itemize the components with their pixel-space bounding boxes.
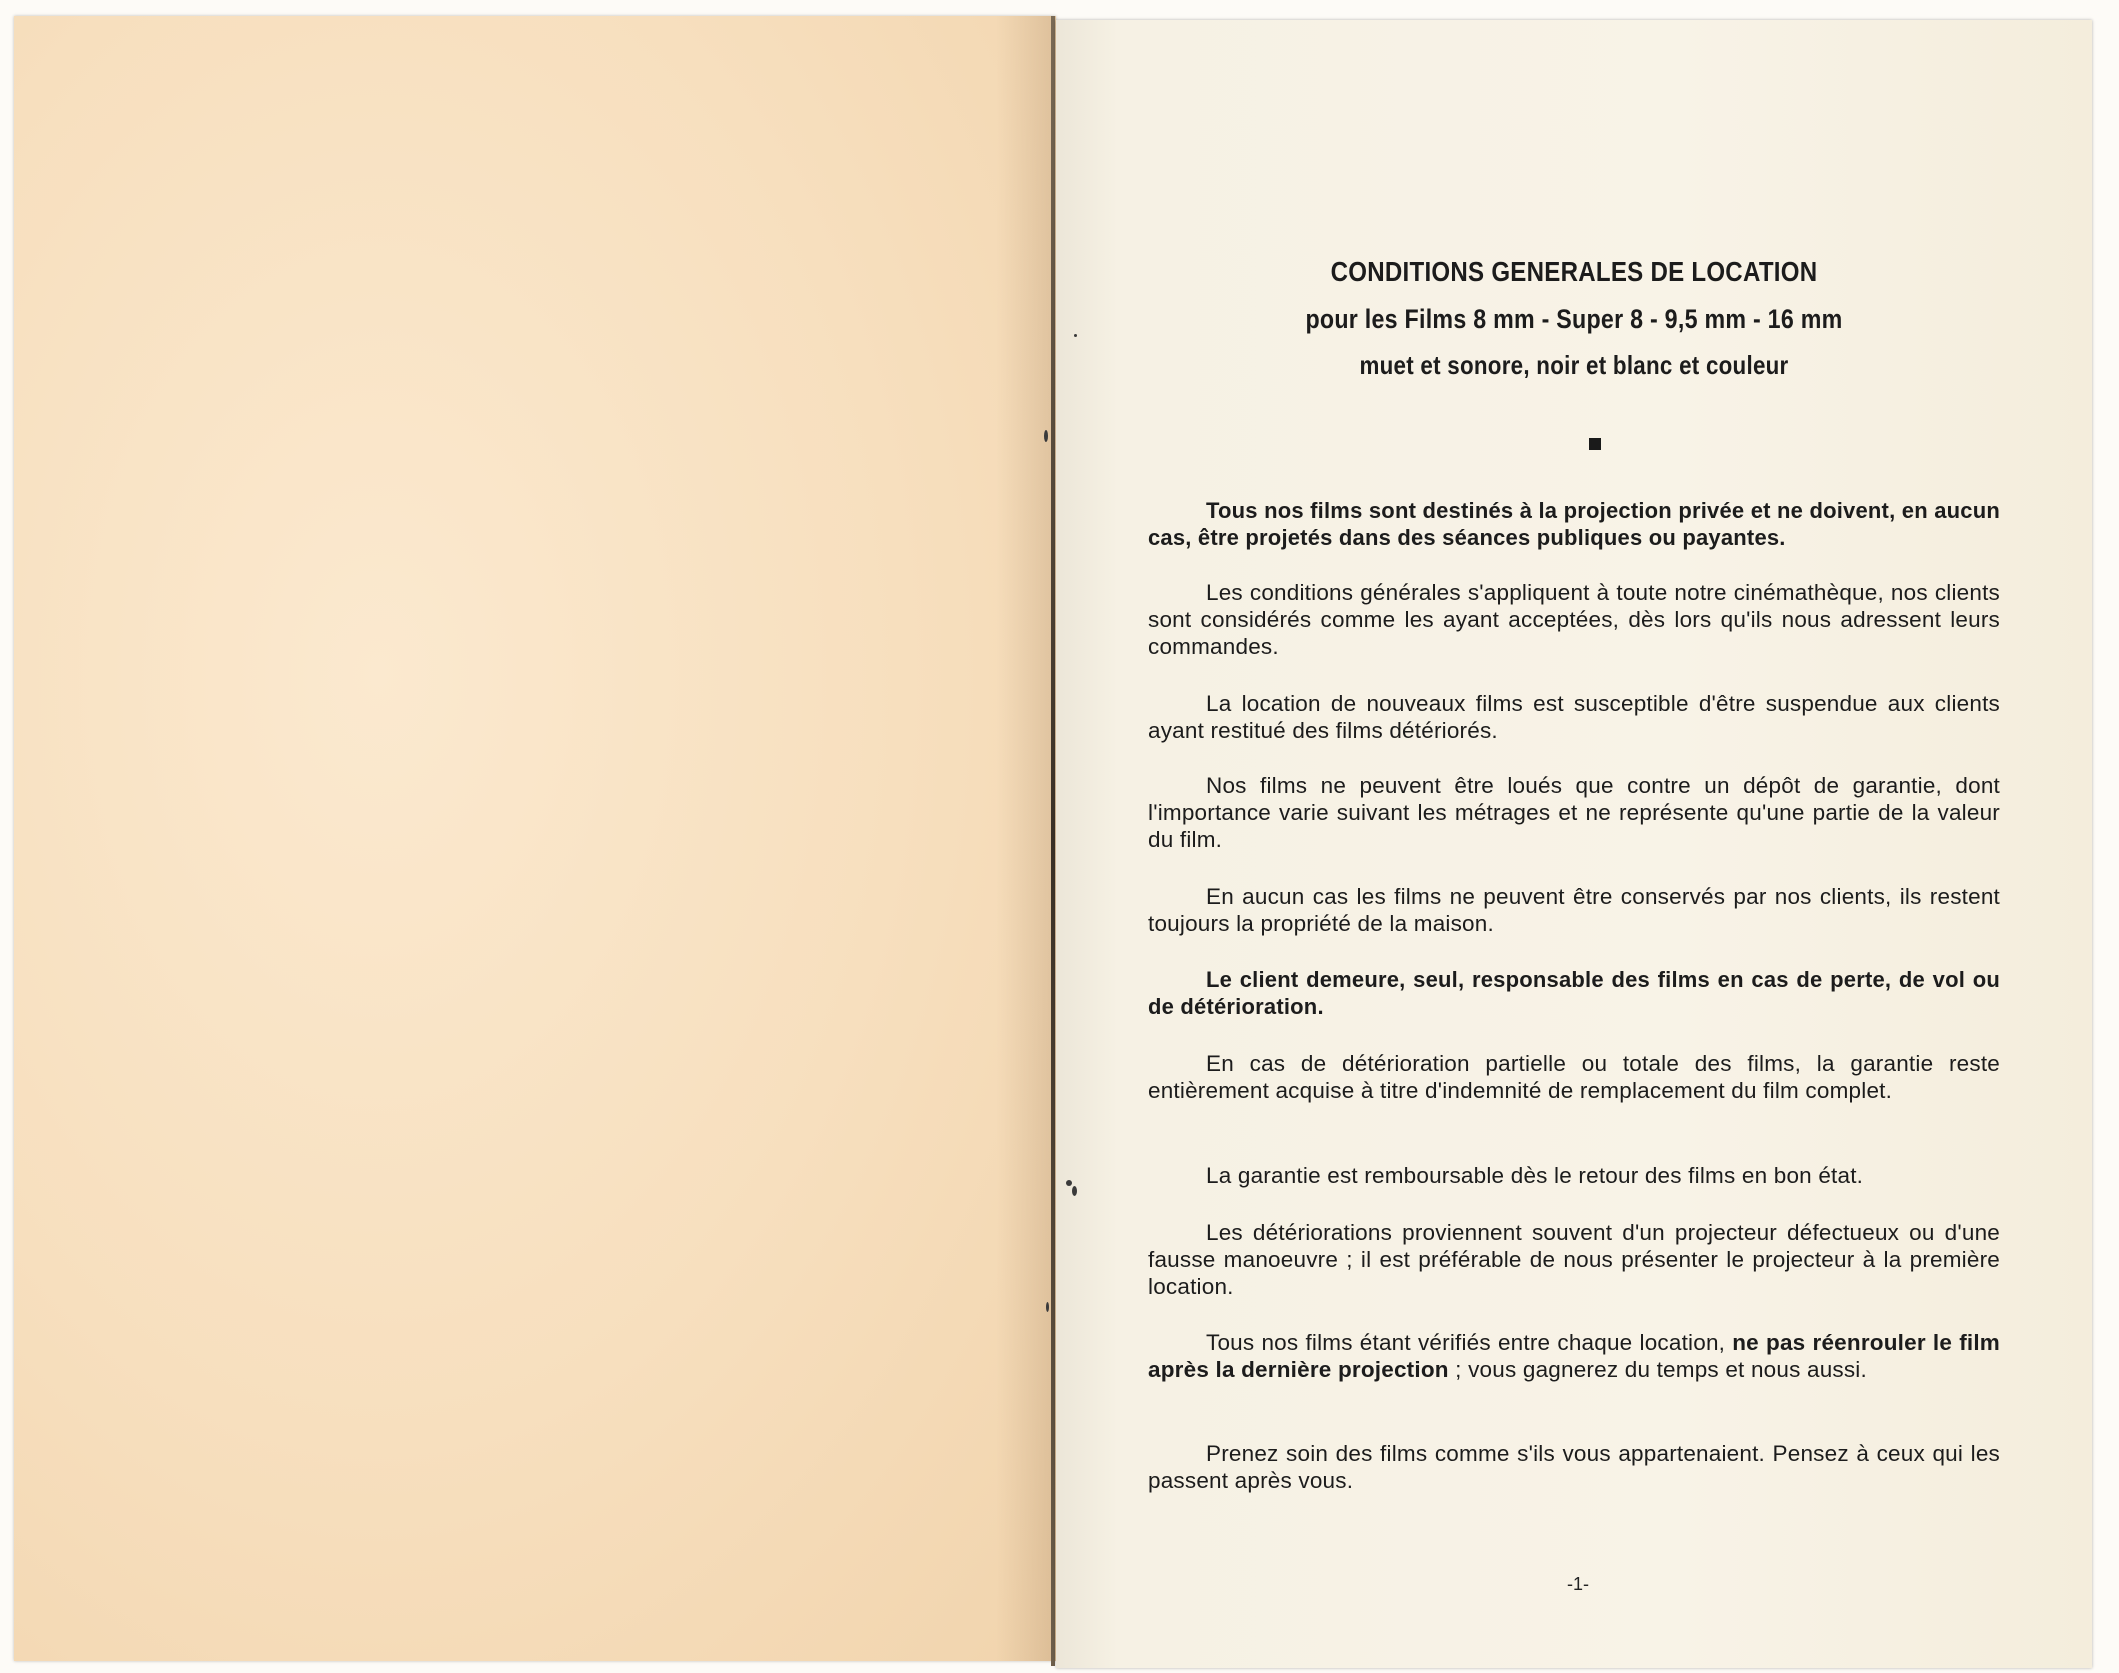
paragraph-care: Prenez soin des films comme s'ils vous appartenaient. Pensez à ceux qui les passent après vous.	[1148, 1441, 2000, 1493]
ink-speck	[1044, 430, 1048, 442]
rewind-text-end: ; vous gagnerez du temps et nous aussi.	[1448, 1357, 1867, 1382]
paragraph-client-responsibility: Le client demeure, seul, responsable des films en cas de perte, de vol ou de détérioration.	[1148, 967, 2000, 1019]
document-subtitle-types: muet et sonore, noir et blanc et couleur	[1359, 350, 1789, 380]
rewind-text-emphasis: ne pas réenrouler le film après la dernière projection	[1148, 1330, 2001, 1382]
page-number: -1-	[1567, 1574, 1589, 1594]
paragraph-rewind-instruction	[1148, 1329, 2000, 1383]
section-separator-square	[1589, 438, 1601, 450]
ink-speck	[1072, 1186, 1077, 1196]
paragraph-damage-deposit: En cas de détérioration partielle ou totale des films, la garantie reste entièrement acquise à titre d'indemnité de remplacement du film complet.	[1148, 1051, 2000, 1103]
paragraph-general-conditions: Les conditions générales s'appliquent à toute notre cinémathèque, nos clients sont considérés comme les ayant acceptées, dès lors qu'ils nous adressent leurs commandes.	[1148, 580, 2000, 659]
ink-speck	[1074, 334, 1077, 337]
paragraph-deposit: Nos films ne peuvent être loués que contre un dépôt de garantie, dont l'importance varie suivant les métrages et ne représente qu'une partie de la valeur du film.	[1148, 773, 2000, 852]
booklet-spine	[1051, 16, 1055, 1666]
document-title: CONDITIONS GENERALES DE LOCATION	[1330, 256, 1818, 287]
ink-speck	[1046, 1302, 1049, 1312]
paragraph-suspension: La location de nouveaux films est susceptible d'être suspendue aux clients ayant restitué des films détériorés.	[1148, 691, 2000, 743]
paragraph-ownership: En aucun cas les films ne peuvent être conservés par nos clients, ils restent toujours la propriété de la maison.	[1148, 884, 2000, 936]
ink-speck	[1066, 1180, 1072, 1186]
document-subtitle-formats: pour les Films 8 mm - Super 8 - 9,5 mm - 16 mm	[1305, 304, 1843, 334]
paragraph-private-projection: Tous nos films sont destinés à la projection privée et ne doivent, en aucun cas, être projetés dans des séances publiques ou payantes.	[1148, 498, 2000, 550]
paragraph-refund: La garantie est remboursable dès le retour des films en bon état.	[1206, 1163, 1864, 1188]
rewind-text-intro: Tous nos films étant vérifiés entre chaque location,	[1206, 1330, 1733, 1355]
paragraph-projector-damage: Les détériorations proviennent souvent d'un projecteur défectueux ou d'une fausse manoeuvre ; il est préférable de nous présenter le projecteur à la première location.	[1148, 1220, 2000, 1299]
left-blank-page	[14, 16, 1056, 1661]
